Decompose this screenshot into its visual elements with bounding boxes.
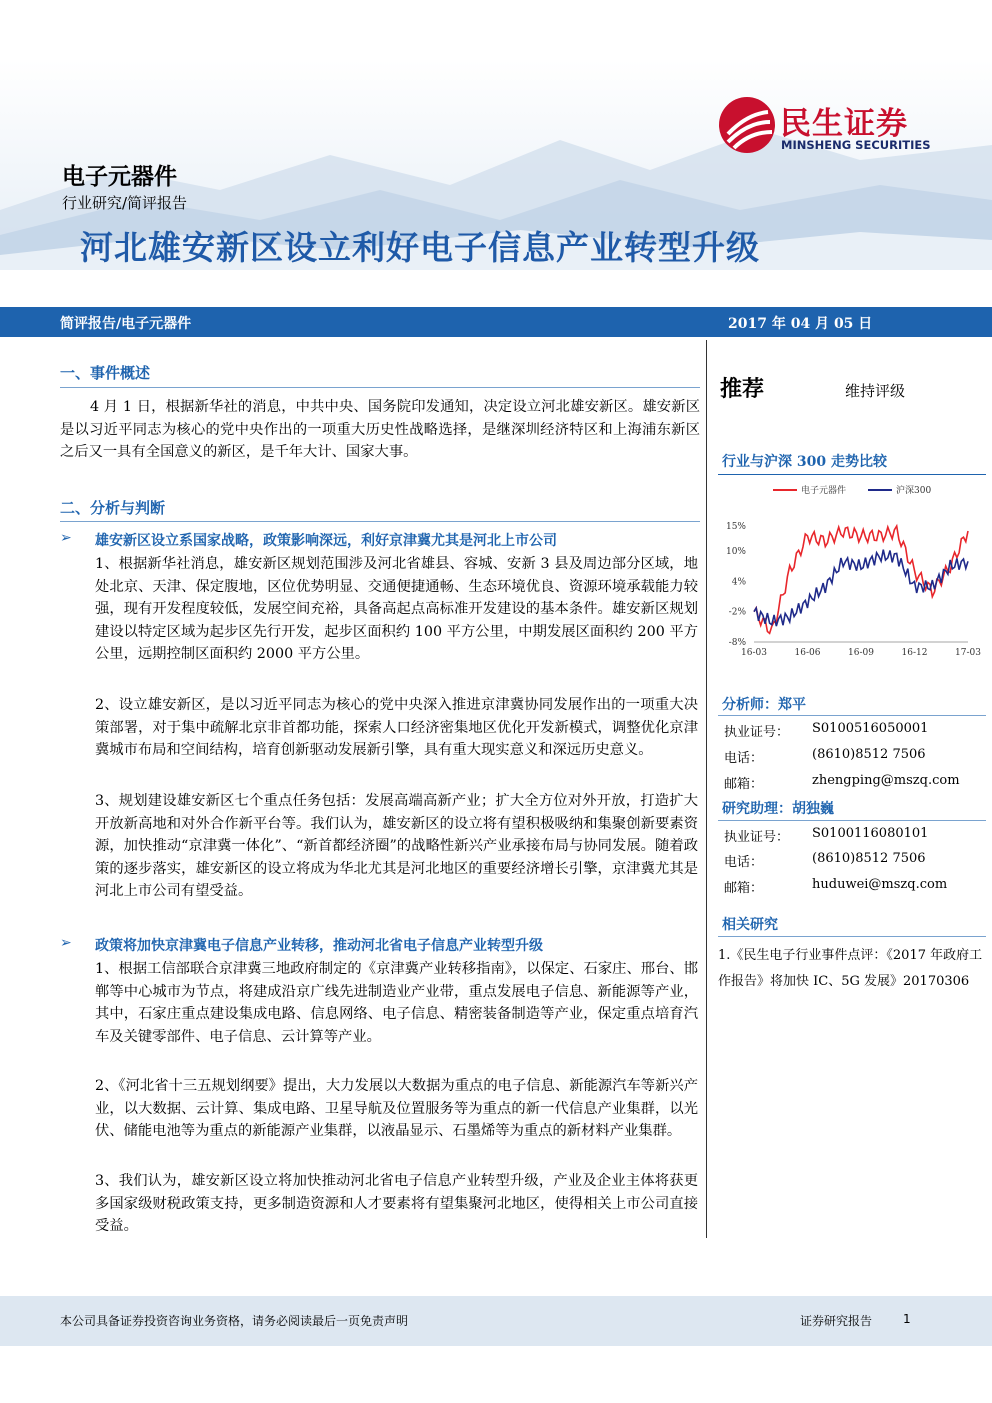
section2-heading: 二、分析与判断 bbox=[60, 499, 166, 517]
bullet-arrow-icon: ➢ bbox=[60, 935, 72, 951]
assistant-email-label: 邮箱： bbox=[724, 881, 764, 896]
related-item[interactable]: 1.《民生电子行业事件点评：《2017 年政府工作报告》将加快 IC、5G 发展》20170306 bbox=[718, 948, 983, 989]
company-logo bbox=[718, 96, 958, 156]
analyst-cert-label: 执业证号： bbox=[724, 725, 790, 740]
section1-rule bbox=[60, 387, 700, 388]
bullet-arrow-icon: ➢ bbox=[60, 530, 72, 546]
report-type: 行业研究/简评报告 bbox=[62, 194, 188, 212]
x-tick-label: 16-06 bbox=[794, 648, 821, 658]
related-heading: 相关研究 bbox=[722, 917, 778, 933]
x-tick-label: 17-03 bbox=[955, 648, 981, 658]
chart-title: 行业与沪深 300 走势比较 bbox=[722, 454, 887, 470]
y-tick-label: -8% bbox=[728, 638, 746, 648]
assistant-cert-value: S0100116080101 bbox=[812, 826, 929, 841]
section1-heading: 一、事件概述 bbox=[60, 364, 151, 382]
sub2-paragraph-2: 2、《河北省十三五规划纲要》提出，大力发展以大数据为重点的电子信息、新能源汽车等新兴产业，以大数据、云计算、集成电路、卫星导航及位置服务等为重点的新一代信息产业集群，以光伏、储能电池等为重点的新能源产业集群，以液晶显示、石墨烯等为重点的新材料产业集群。 bbox=[95, 1078, 698, 1139]
series-line-0 bbox=[754, 526, 968, 633]
assistant-rule bbox=[718, 820, 986, 821]
assistant-cert-label: 执业证号： bbox=[724, 830, 790, 845]
industry-label: 电子元器件 bbox=[62, 164, 177, 190]
legend-label: 沪深300 bbox=[896, 486, 932, 496]
y-tick-label: 4% bbox=[731, 577, 746, 588]
assistant-phone-value: (8610)8512 7506 bbox=[812, 851, 926, 866]
brand-name-cn: 民生证券 bbox=[780, 106, 908, 142]
footer-disclaimer: 本公司具备证券投资咨询业务资格，请务必阅读最后一页免责声明 bbox=[60, 1314, 409, 1328]
x-tick-label: 16-12 bbox=[901, 648, 928, 658]
report-title: 河北雄安新区设立利好电子信息产业转型升级 bbox=[80, 228, 760, 267]
sub1-paragraph-3: 3、规划建设雄安新区七个重点任务包括：发展高端高新产业；扩大全方位对外开放，打造扩大开放新高地和对外合作新平台等。我们认为，雄安新区的设立将有望积极吸纳和集聚创新要素资源，加快推动“京津冀一体化”、“新首都经济圈”的战略性新兴产业承接布局与协同发展。随着政策的逐步落实，雄安新区的设立将成为华北尤其是河北地区的重要经济增长引擎，京津冀尤其是河北上市公司有望受益。 bbox=[95, 793, 698, 899]
sub2-paragraph-1: 1、根据工信部联合京津冀三地政府制定的《京津冀产业转移指南》，以保定、石家庄、邢台、邯郸等中心城市为节点，将建成沿京广线先进制造业产业带，重点发展电子信息、新能源等产业，其中，石家庄重点建设集成电路、信息网络、电子信息、精密装备制造等产业，保定重点培育汽车及关键零部件、电子信息、云计算等产业。 bbox=[95, 961, 698, 1045]
y-tick-label: 10% bbox=[725, 547, 746, 558]
rating-label: 推荐 bbox=[720, 377, 765, 402]
brand-name-en: MINSHENG SECURITIES bbox=[781, 138, 931, 152]
logo-emblem-icon bbox=[718, 96, 776, 154]
title-bar bbox=[0, 307, 992, 337]
sub1-paragraph-1: 1、根据新华社消息，雄安新区规划范围涉及河北省雄县、容城、安新 3 县及周边部分区域，地处北京、天津、保定腹地，区位优势明显、交通便捷通畅、生态环境优良、资源环境承载能力较强，现有开发程度较低，发展空间充裕，具备高起点高标准开发建设的基本条件。雄安新区规划建设以特定区域为起步区先行开发，起步区面积约 100 平方公里，中期发展区面积约 200 平方公里，远期控制区面积约 2000 平方公里。 bbox=[95, 556, 698, 662]
legend-label: 电子元器件 bbox=[801, 486, 847, 496]
chart-rule bbox=[718, 474, 986, 475]
analyst-rule bbox=[718, 715, 986, 716]
section2-rule bbox=[60, 521, 700, 522]
y-tick-label: -2% bbox=[728, 607, 746, 618]
x-tick-label: 16-09 bbox=[848, 648, 874, 658]
report-header bbox=[0, 0, 992, 300]
analyst-email-label: 邮箱： bbox=[724, 777, 764, 792]
section1-paragraph: 4 月 1 日，根据新华社的消息，中共中央、国务院印发通知，决定设立河北雄安新区。雄安新区是以习近平同志为核心的党中央作出的一项重大历史性战略选择，是继深圳经济特区和上海浦东新区之后又一具有全国意义的新区，是千年大计、国家大事。 bbox=[60, 399, 700, 460]
analyst-phone-value: (8610)8512 7506 bbox=[812, 747, 926, 762]
rating-note: 维持评级 bbox=[845, 382, 906, 400]
page-number: 1 bbox=[903, 1312, 911, 1326]
assistant-heading: 研究助理：胡独巍 bbox=[722, 801, 834, 817]
sub1-heading: 雄安新区设立系国家战略，政策影响深远，利好京津冀尤其是河北上市公司 bbox=[95, 533, 557, 549]
sub2-heading: 政策将加快京津冀电子信息产业转移，推动河北省电子信息产业转型升级 bbox=[95, 938, 543, 954]
analyst-phone-label: 电话： bbox=[724, 751, 764, 766]
analyst-heading: 分析师：郑平 bbox=[722, 697, 806, 713]
y-tick-label: 15% bbox=[725, 522, 746, 532]
assistant-phone-label: 电话： bbox=[724, 855, 764, 870]
column-divider bbox=[706, 340, 707, 1238]
assistant-email-value[interactable]: huduwei@mszq.com bbox=[812, 877, 948, 892]
x-tick-label: 16-03 bbox=[741, 648, 767, 658]
bar-category: 简评报告/电子元器件 bbox=[60, 316, 192, 332]
analyst-cert-value: S0100516050001 bbox=[812, 721, 929, 736]
sub1-paragraph-2: 2、设立雄安新区，是以习近平同志为核心的党中央深入推进京津冀协同发展作出的一项重大决策部署，对于集中疏解北京非首都功能，探索人口经济密集地区优化开发新模式，调整优化京津冀城市布局和空间结构，培育创新驱动发展新引擎，具有重大现实意义和深远历史意义。 bbox=[95, 697, 698, 758]
analyst-email-value[interactable]: zhengping@mszq.com bbox=[812, 773, 960, 788]
footer-label: 证券研究报告 bbox=[800, 1314, 873, 1328]
page-footer bbox=[0, 1296, 992, 1346]
sub2-paragraph-3: 3、我们认为，雄安新区设立将加快推动河北省电子信息产业转型升级，产业及企业主体将获更多国家级财税政策支持，更多制造资源和人才要素将有望集聚河北地区，使得相关上市公司直接受益。 bbox=[95, 1173, 698, 1234]
trend-chart bbox=[718, 478, 988, 670]
report-date: 2017 年 04 月 05 日 bbox=[728, 316, 873, 332]
related-rule bbox=[718, 936, 986, 937]
